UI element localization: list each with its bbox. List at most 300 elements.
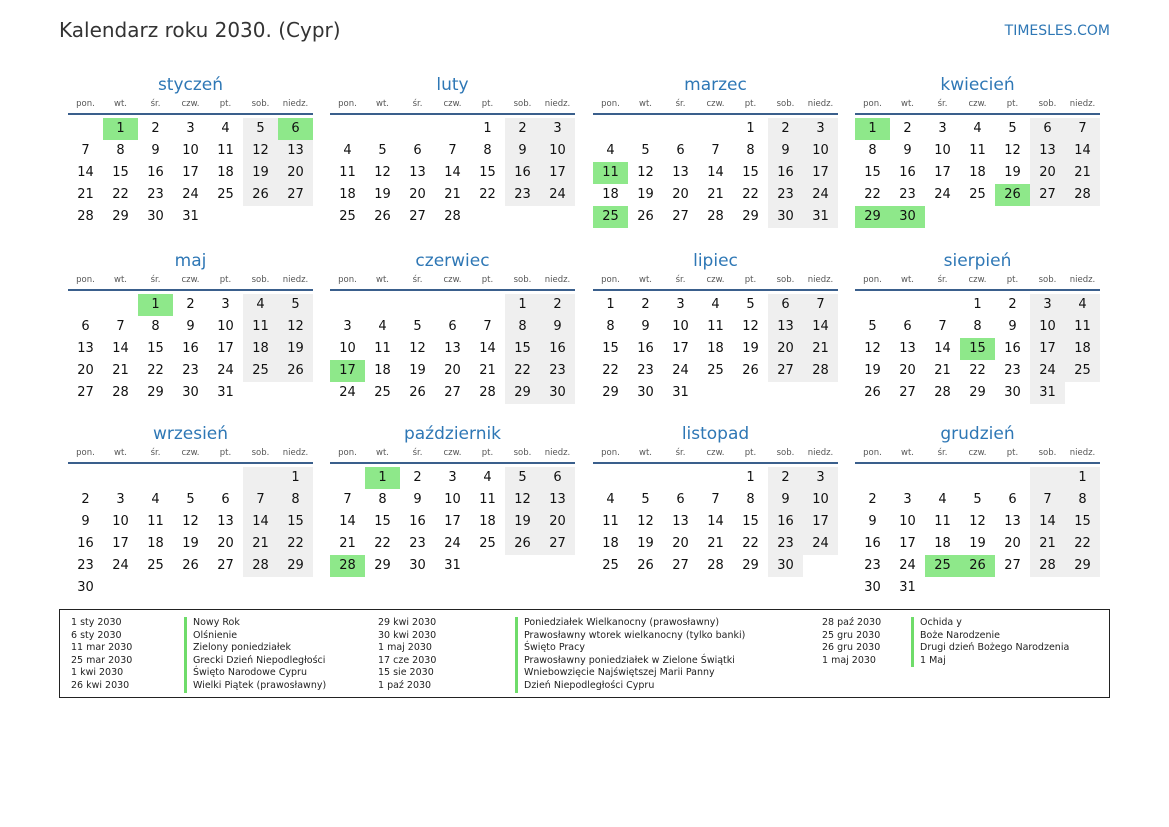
day-cell[interactable]: 12	[505, 489, 540, 511]
day-cell[interactable]: 14	[707, 165, 724, 180]
day-cell[interactable]: 31	[1030, 382, 1065, 404]
day-cell[interactable]: 21	[479, 363, 496, 378]
day-cell[interactable]: 5	[378, 143, 387, 158]
site-link[interactable]: TIMESLES.COM	[1004, 23, 1110, 39]
day-cell[interactable]: 30	[182, 385, 199, 400]
day-cell[interactable]: 11	[1065, 316, 1100, 338]
day-cell[interactable]: 1	[746, 121, 755, 136]
day-cell[interactable]: 6	[413, 143, 422, 158]
day-cell[interactable]: 15	[960, 338, 995, 360]
day-cell[interactable]: 31	[182, 209, 199, 224]
day-cell[interactable]: 24	[112, 558, 129, 573]
day-cell[interactable]: 22	[278, 533, 313, 555]
day-cell[interactable]: 4	[221, 121, 230, 136]
day-cell[interactable]: 26	[637, 209, 654, 224]
day-cell[interactable]: 1	[278, 467, 313, 489]
day-cell[interactable]: 13	[409, 165, 426, 180]
day-cell[interactable]: 26	[409, 385, 426, 400]
day-cell[interactable]: 4	[938, 492, 947, 507]
day-cell[interactable]: 29	[855, 206, 890, 228]
day-cell[interactable]: 11	[374, 341, 391, 356]
day-cell[interactable]: 3	[221, 297, 230, 312]
day-cell[interactable]: 16	[505, 162, 540, 184]
day-cell[interactable]: 19	[1004, 165, 1021, 180]
day-cell[interactable]: 3	[343, 319, 352, 334]
day-cell[interactable]: 30	[540, 382, 575, 404]
day-cell[interactable]: 3	[803, 467, 838, 489]
day-cell[interactable]: 20	[278, 162, 313, 184]
day-cell[interactable]: 8	[746, 143, 755, 158]
day-cell[interactable]: 18	[602, 187, 619, 202]
day-cell[interactable]: 5	[505, 467, 540, 489]
day-cell[interactable]: 23	[409, 536, 426, 551]
day-cell[interactable]: 7	[483, 319, 492, 334]
day-cell[interactable]: 18	[1065, 338, 1100, 360]
day-cell[interactable]: 21	[339, 536, 356, 551]
day-cell[interactable]: 13	[768, 316, 803, 338]
day-cell[interactable]: 22	[742, 536, 759, 551]
day-cell[interactable]: 13	[1004, 514, 1021, 529]
day-cell[interactable]: 7	[803, 294, 838, 316]
day-cell[interactable]: 14	[707, 514, 724, 529]
day-cell[interactable]: 1	[606, 297, 615, 312]
day-cell[interactable]: 31	[444, 558, 461, 573]
day-cell[interactable]: 17	[444, 514, 461, 529]
day-cell[interactable]: 11	[602, 514, 619, 529]
day-cell[interactable]: 11	[217, 143, 234, 158]
day-cell[interactable]: 20	[1004, 536, 1021, 551]
day-cell[interactable]: 9	[81, 514, 90, 529]
day-cell[interactable]: 17	[803, 511, 838, 533]
day-cell[interactable]: 3	[186, 121, 195, 136]
day-cell[interactable]: 11	[934, 514, 951, 529]
day-cell[interactable]: 25	[925, 555, 960, 577]
day-cell[interactable]: 14	[444, 165, 461, 180]
day-cell[interactable]: 10	[112, 514, 129, 529]
day-cell[interactable]: 14	[479, 341, 496, 356]
day-cell[interactable]: 4	[378, 319, 387, 334]
day-cell[interactable]: 26	[182, 558, 199, 573]
day-cell[interactable]: 27	[278, 184, 313, 206]
day-cell[interactable]: 20	[409, 187, 426, 202]
day-cell[interactable]: 12	[278, 316, 313, 338]
day-cell[interactable]: 22	[147, 363, 164, 378]
day-cell[interactable]: 25	[593, 206, 628, 228]
day-cell[interactable]: 13	[1030, 140, 1065, 162]
day-cell[interactable]: 17	[112, 536, 129, 551]
day-cell[interactable]: 4	[151, 492, 160, 507]
day-cell[interactable]: 4	[606, 143, 615, 158]
day-cell[interactable]: 27	[540, 533, 575, 555]
day-cell[interactable]: 4	[483, 470, 492, 485]
day-cell[interactable]: 26	[960, 555, 995, 577]
day-cell[interactable]: 5	[278, 294, 313, 316]
day-cell[interactable]: 25	[374, 385, 391, 400]
day-cell[interactable]: 20	[672, 536, 689, 551]
day-cell[interactable]: 11	[147, 514, 164, 529]
day-cell[interactable]: 25	[339, 209, 356, 224]
day-cell[interactable]: 1	[746, 470, 755, 485]
day-cell[interactable]: 16	[77, 536, 94, 551]
day-cell[interactable]: 19	[637, 536, 654, 551]
day-cell[interactable]: 17	[672, 341, 689, 356]
day-cell[interactable]: 30	[77, 580, 94, 595]
day-cell[interactable]: 16	[182, 341, 199, 356]
day-cell[interactable]: 19	[278, 338, 313, 360]
day-cell[interactable]: 6	[676, 492, 685, 507]
day-cell[interactable]: 12	[637, 165, 654, 180]
day-cell[interactable]: 27	[899, 385, 916, 400]
day-cell[interactable]: 28	[479, 385, 496, 400]
day-cell[interactable]: 14	[339, 514, 356, 529]
day-cell[interactable]: 22	[374, 536, 391, 551]
day-cell[interactable]: 13	[444, 341, 461, 356]
day-cell[interactable]: 18	[147, 536, 164, 551]
day-cell[interactable]: 4	[243, 294, 278, 316]
day-cell[interactable]: 1	[973, 297, 982, 312]
day-cell[interactable]: 13	[217, 514, 234, 529]
day-cell[interactable]: 8	[116, 143, 125, 158]
day-cell[interactable]: 18	[217, 165, 234, 180]
day-cell[interactable]: 12	[637, 514, 654, 529]
day-cell[interactable]: 1	[138, 294, 173, 316]
day-cell[interactable]: 15	[505, 338, 540, 360]
day-cell[interactable]: 2	[540, 294, 575, 316]
day-cell[interactable]: 29	[742, 558, 759, 573]
day-cell[interactable]: 15	[278, 511, 313, 533]
day-cell[interactable]: 27	[444, 385, 461, 400]
day-cell[interactable]: 3	[938, 121, 947, 136]
day-cell[interactable]: 20	[444, 363, 461, 378]
day-cell[interactable]: 30	[409, 558, 426, 573]
day-cell[interactable]: 3	[803, 118, 838, 140]
day-cell[interactable]: 28	[1065, 184, 1100, 206]
day-cell[interactable]: 19	[182, 536, 199, 551]
day-cell[interactable]: 6	[81, 319, 90, 334]
day-cell[interactable]: 21	[444, 187, 461, 202]
day-cell[interactable]: 28	[934, 385, 951, 400]
day-cell[interactable]: 2	[1008, 297, 1017, 312]
day-cell[interactable]: 3	[903, 492, 912, 507]
day-cell[interactable]: 6	[1008, 492, 1017, 507]
day-cell[interactable]: 28	[444, 209, 461, 224]
day-cell[interactable]: 28	[243, 555, 278, 577]
day-cell[interactable]: 19	[969, 536, 986, 551]
day-cell[interactable]: 15	[112, 165, 129, 180]
day-cell[interactable]: 16	[899, 165, 916, 180]
day-cell[interactable]: 13	[540, 489, 575, 511]
day-cell[interactable]: 19	[505, 511, 540, 533]
day-cell[interactable]: 4	[711, 297, 720, 312]
day-cell[interactable]: 10	[182, 143, 199, 158]
day-cell[interactable]: 6	[221, 492, 230, 507]
day-cell[interactable]: 27	[672, 209, 689, 224]
day-cell[interactable]: 8	[378, 492, 387, 507]
day-cell[interactable]: 18	[707, 341, 724, 356]
day-cell[interactable]: 4	[606, 492, 615, 507]
day-cell[interactable]: 25	[969, 187, 986, 202]
day-cell[interactable]: 19	[409, 363, 426, 378]
day-cell[interactable]: 13	[672, 165, 689, 180]
day-cell[interactable]: 12	[374, 165, 391, 180]
day-cell[interactable]: 22	[505, 360, 540, 382]
day-cell[interactable]: 12	[742, 319, 759, 334]
day-cell[interactable]: 22	[864, 187, 881, 202]
day-cell[interactable]: 12	[409, 341, 426, 356]
day-cell[interactable]: 30	[768, 206, 803, 228]
day-cell[interactable]: 19	[374, 187, 391, 202]
day-cell[interactable]: 31	[899, 580, 916, 595]
day-cell[interactable]: 24	[182, 187, 199, 202]
day-cell[interactable]: 6	[278, 118, 313, 140]
day-cell[interactable]: 21	[1065, 162, 1100, 184]
day-cell[interactable]: 9	[868, 514, 877, 529]
day-cell[interactable]: 25	[243, 360, 278, 382]
day-cell[interactable]: 6	[768, 294, 803, 316]
day-cell[interactable]: 2	[505, 118, 540, 140]
day-cell[interactable]: 23	[899, 187, 916, 202]
day-cell[interactable]: 18	[602, 536, 619, 551]
day-cell[interactable]: 25	[479, 536, 496, 551]
day-cell[interactable]: 28	[707, 558, 724, 573]
day-cell[interactable]: 24	[1030, 360, 1065, 382]
day-cell[interactable]: 25	[602, 558, 619, 573]
day-cell[interactable]: 16	[864, 536, 881, 551]
day-cell[interactable]: 17	[803, 162, 838, 184]
day-cell[interactable]: 25	[217, 187, 234, 202]
day-cell[interactable]: 31	[217, 385, 234, 400]
day-cell[interactable]: 14	[243, 511, 278, 533]
day-cell[interactable]: 2	[151, 121, 160, 136]
day-cell[interactable]: 8	[973, 319, 982, 334]
day-cell[interactable]: 28	[707, 209, 724, 224]
day-cell[interactable]: 3	[676, 297, 685, 312]
day-cell[interactable]: 15	[742, 514, 759, 529]
day-cell[interactable]: 15	[1065, 511, 1100, 533]
day-cell[interactable]: 24	[217, 363, 234, 378]
day-cell[interactable]: 5	[243, 118, 278, 140]
day-cell[interactable]: 10	[672, 319, 689, 334]
day-cell[interactable]: 30	[890, 206, 925, 228]
day-cell[interactable]: 5	[868, 319, 877, 334]
day-cell[interactable]: 9	[540, 316, 575, 338]
day-cell[interactable]: 12	[243, 140, 278, 162]
day-cell[interactable]: 4	[343, 143, 352, 158]
day-cell[interactable]: 13	[77, 341, 94, 356]
day-cell[interactable]: 20	[540, 511, 575, 533]
day-cell[interactable]: 25	[147, 558, 164, 573]
day-cell[interactable]: 14	[77, 165, 94, 180]
day-cell[interactable]: 19	[864, 363, 881, 378]
day-cell[interactable]: 17	[899, 536, 916, 551]
day-cell[interactable]: 27	[768, 360, 803, 382]
day-cell[interactable]: 7	[711, 143, 720, 158]
day-cell[interactable]: 26	[864, 385, 881, 400]
day-cell[interactable]: 24	[803, 184, 838, 206]
day-cell[interactable]: 26	[995, 184, 1030, 206]
day-cell[interactable]: 17	[182, 165, 199, 180]
day-cell[interactable]: 3	[448, 470, 457, 485]
day-cell[interactable]: 26	[278, 360, 313, 382]
day-cell[interactable]: 19	[742, 341, 759, 356]
day-cell[interactable]: 6	[448, 319, 457, 334]
day-cell[interactable]: 2	[641, 297, 650, 312]
day-cell[interactable]: 9	[186, 319, 195, 334]
day-cell[interactable]: 10	[339, 341, 356, 356]
day-cell[interactable]: 23	[768, 184, 803, 206]
day-cell[interactable]: 12	[864, 341, 881, 356]
day-cell[interactable]: 21	[803, 338, 838, 360]
day-cell[interactable]: 25	[1065, 360, 1100, 382]
day-cell[interactable]: 20	[768, 338, 803, 360]
day-cell[interactable]: 1	[103, 118, 138, 140]
day-cell[interactable]: 20	[1030, 162, 1065, 184]
day-cell[interactable]: 6	[903, 319, 912, 334]
day-cell[interactable]: 14	[1030, 511, 1065, 533]
day-cell[interactable]: 17	[540, 162, 575, 184]
day-cell[interactable]: 16	[409, 514, 426, 529]
day-cell[interactable]: 23	[1004, 363, 1021, 378]
day-cell[interactable]: 2	[81, 492, 90, 507]
day-cell[interactable]: 5	[973, 492, 982, 507]
day-cell[interactable]: 29	[147, 385, 164, 400]
day-cell[interactable]: 9	[768, 140, 803, 162]
day-cell[interactable]: 23	[182, 363, 199, 378]
day-cell[interactable]: 15	[742, 165, 759, 180]
day-cell[interactable]: 26	[374, 209, 391, 224]
day-cell[interactable]: 17	[1030, 338, 1065, 360]
day-cell[interactable]: 14	[934, 341, 951, 356]
day-cell[interactable]: 24	[540, 184, 575, 206]
day-cell[interactable]: 19	[637, 187, 654, 202]
day-cell[interactable]: 10	[540, 140, 575, 162]
day-cell[interactable]: 24	[444, 536, 461, 551]
day-cell[interactable]: 28	[803, 360, 838, 382]
day-cell[interactable]: 8	[151, 319, 160, 334]
day-cell[interactable]: 9	[641, 319, 650, 334]
day-cell[interactable]: 24	[672, 363, 689, 378]
day-cell[interactable]: 13	[899, 341, 916, 356]
day-cell[interactable]: 1	[505, 294, 540, 316]
day-cell[interactable]: 28	[112, 385, 129, 400]
day-cell[interactable]: 8	[1065, 489, 1100, 511]
day-cell[interactable]: 3	[540, 118, 575, 140]
day-cell[interactable]: 9	[151, 143, 160, 158]
day-cell[interactable]: 21	[77, 187, 94, 202]
day-cell[interactable]: 15	[374, 514, 391, 529]
day-cell[interactable]: 29	[1065, 555, 1100, 577]
day-cell[interactable]: 26	[243, 184, 278, 206]
day-cell[interactable]: 4	[973, 121, 982, 136]
day-cell[interactable]: 22	[742, 187, 759, 202]
day-cell[interactable]: 7	[711, 492, 720, 507]
day-cell[interactable]: 2	[768, 467, 803, 489]
day-cell[interactable]: 14	[803, 316, 838, 338]
day-cell[interactable]: 8	[278, 489, 313, 511]
day-cell[interactable]: 9	[505, 140, 540, 162]
day-cell[interactable]: 7	[938, 319, 947, 334]
day-cell[interactable]: 23	[540, 360, 575, 382]
day-cell[interactable]: 3	[116, 492, 125, 507]
day-cell[interactable]: 22	[1065, 533, 1100, 555]
day-cell[interactable]: 25	[707, 363, 724, 378]
day-cell[interactable]: 7	[1065, 118, 1100, 140]
day-cell[interactable]: 23	[505, 184, 540, 206]
day-cell[interactable]: 30	[1004, 385, 1021, 400]
day-cell[interactable]: 16	[540, 338, 575, 360]
day-cell[interactable]: 22	[479, 187, 496, 202]
day-cell[interactable]: 8	[483, 143, 492, 158]
day-cell[interactable]: 23	[768, 533, 803, 555]
day-cell[interactable]: 16	[637, 341, 654, 356]
day-cell[interactable]: 9	[413, 492, 422, 507]
day-cell[interactable]: 29	[112, 209, 129, 224]
day-cell[interactable]: 7	[343, 492, 352, 507]
day-cell[interactable]: 23	[77, 558, 94, 573]
day-cell[interactable]: 20	[672, 187, 689, 202]
day-cell[interactable]: 6	[676, 143, 685, 158]
day-cell[interactable]: 8	[868, 143, 877, 158]
day-cell[interactable]: 20	[77, 363, 94, 378]
day-cell[interactable]: 27	[672, 558, 689, 573]
day-cell[interactable]: 27	[409, 209, 426, 224]
day-cell[interactable]: 29	[602, 385, 619, 400]
day-cell[interactable]: 5	[641, 492, 650, 507]
day-cell[interactable]: 7	[1030, 489, 1065, 511]
day-cell[interactable]: 27	[217, 558, 234, 573]
day-cell[interactable]: 10	[803, 489, 838, 511]
day-cell[interactable]: 15	[864, 165, 881, 180]
day-cell[interactable]: 27	[1004, 558, 1021, 573]
day-cell[interactable]: 10	[217, 319, 234, 334]
day-cell[interactable]: 5	[1008, 121, 1017, 136]
day-cell[interactable]: 2	[903, 121, 912, 136]
day-cell[interactable]: 18	[339, 187, 356, 202]
day-cell[interactable]: 11	[243, 316, 278, 338]
day-cell[interactable]: 1	[855, 118, 890, 140]
day-cell[interactable]: 1	[483, 121, 492, 136]
day-cell[interactable]: 4	[1065, 294, 1100, 316]
day-cell[interactable]: 21	[707, 536, 724, 551]
day-cell[interactable]: 10	[803, 140, 838, 162]
day-cell[interactable]: 29	[969, 385, 986, 400]
day-cell[interactable]: 13	[278, 140, 313, 162]
day-cell[interactable]: 19	[243, 162, 278, 184]
day-cell[interactable]: 6	[1030, 118, 1065, 140]
day-cell[interactable]: 21	[707, 187, 724, 202]
day-cell[interactable]: 13	[672, 514, 689, 529]
day-cell[interactable]: 30	[864, 580, 881, 595]
day-cell[interactable]: 5	[746, 297, 755, 312]
day-cell[interactable]: 24	[339, 385, 356, 400]
day-cell[interactable]: 1	[1065, 467, 1100, 489]
day-cell[interactable]: 1	[365, 467, 400, 489]
day-cell[interactable]: 9	[768, 489, 803, 511]
day-cell[interactable]: 16	[147, 165, 164, 180]
day-cell[interactable]: 29	[374, 558, 391, 573]
day-cell[interactable]: 23	[864, 558, 881, 573]
day-cell[interactable]: 10	[934, 143, 951, 158]
day-cell[interactable]: 15	[479, 165, 496, 180]
day-cell[interactable]: 30	[768, 555, 803, 577]
day-cell[interactable]: 28	[77, 209, 94, 224]
day-cell[interactable]: 10	[1030, 316, 1065, 338]
day-cell[interactable]: 12	[1004, 143, 1021, 158]
day-cell[interactable]: 9	[903, 143, 912, 158]
day-cell[interactable]: 5	[186, 492, 195, 507]
day-cell[interactable]: 23	[637, 363, 654, 378]
day-cell[interactable]: 26	[637, 558, 654, 573]
